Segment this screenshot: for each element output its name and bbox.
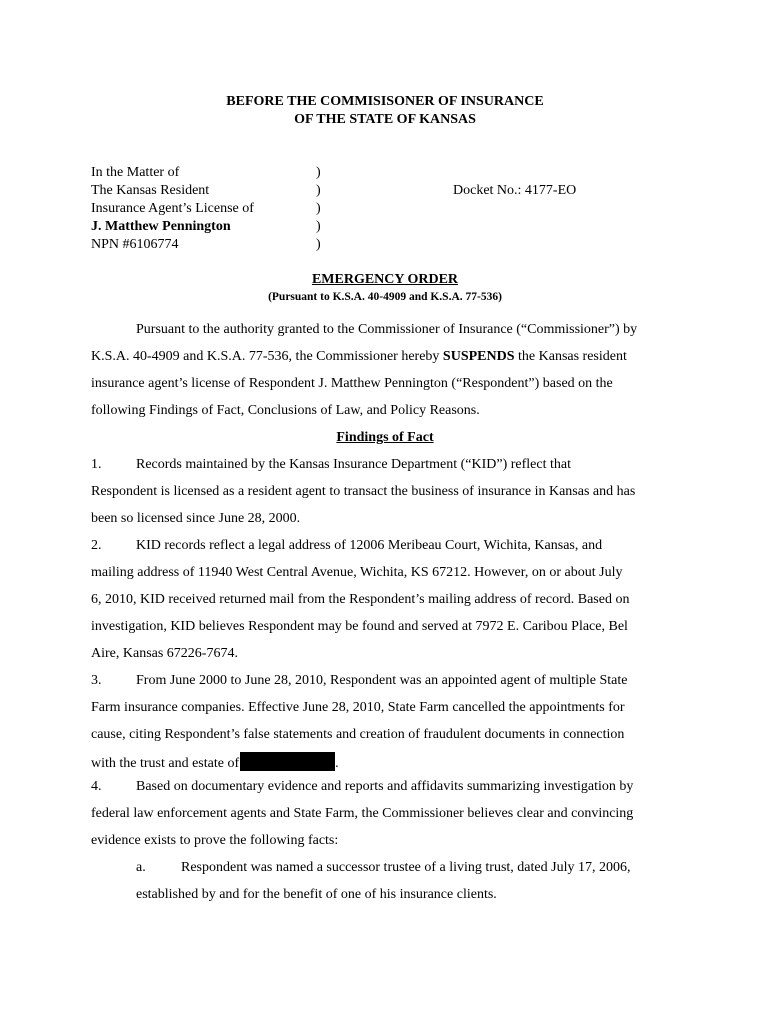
paragraph-number: 1.	[91, 457, 102, 472]
respondent-name: J. Matthew Pennington	[91, 219, 231, 234]
p4-line-3: evidence exists to prove the following facts:	[91, 833, 339, 848]
intro-line-4: following Findings of Fact, Conclusions of Law, and Policy Reasons.	[91, 403, 480, 418]
p4-line-2: federal law enforcement agents and State Farm, the Commissioner believes clear and convincing	[91, 806, 634, 821]
caption-paren: )	[316, 237, 321, 252]
p3-text: with the trust and estate of	[91, 756, 240, 771]
docket-number: Docket No.: 4177-EO	[453, 183, 577, 198]
npn-number: NPN #6106774	[91, 237, 179, 252]
p2-line-2: mailing address of 11940 West Central Avenue, Wichita, KS 67212. However, on or about July	[91, 565, 623, 580]
p2-line-3: 6, 2010, KID received returned mail from the Respondent’s mailing address of record. Based on	[91, 592, 630, 607]
p3-line-1: From June 2000 to June 28, 2010, Respondent was an appointed agent of multiple State	[136, 673, 628, 688]
intro-text: the Kansas resident	[514, 349, 627, 364]
p3-line-4	[91, 752, 339, 772]
intro-line-3: insurance agent’s license of Respondent J. Matthew Pennington (“Respondent”) based on the	[91, 376, 613, 391]
p2-line-4: investigation, KID believes Respondent may be found and served at 7972 E. Caribou Place, Bel	[91, 619, 628, 634]
p1-line-3: been so licensed since June 28, 2000.	[91, 511, 301, 526]
p2-line-5: Aire, Kansas 67226-7674.	[91, 646, 238, 661]
intro-text: K.S.A. 40-4909 and K.S.A. 77-536, the Commissioner hereby	[91, 349, 443, 364]
caption-paren: )	[316, 183, 321, 198]
pa-line-1: Respondent was named a successor trustee of a living trust, dated July 17, 2006,	[181, 860, 631, 875]
p1-line-2: Respondent is licensed as a resident agent to transact the business of insurance in Kansas and has	[91, 484, 636, 499]
caption-line: The Kansas Resident	[91, 183, 210, 198]
caption-line: In the Matter of	[91, 165, 180, 180]
p3-period: .	[335, 756, 339, 771]
subparagraph-letter: a.	[136, 860, 146, 875]
p1-line-1: Records maintained by the Kansas Insurance Department (“KID”) reflect that	[136, 457, 571, 472]
p4-line-1: Based on documentary evidence and reports and affidavits summarizing investigation by	[136, 779, 634, 794]
redaction-box	[240, 752, 335, 771]
order-subtitle: (Pursuant to K.S.A. 40-4909 and K.S.A. 77-536)	[268, 291, 502, 303]
header-line-2: OF THE STATE OF KANSAS	[294, 112, 476, 127]
caption-paren: )	[316, 219, 321, 234]
p3-line-2: Farm insurance companies. Effective June 28, 2010, State Farm cancelled the appointments for	[91, 700, 625, 715]
header-line-1: BEFORE THE COMMISISONER OF INSURANCE	[226, 94, 544, 109]
paragraph-number: 4.	[91, 779, 102, 794]
paragraph-number: 2.	[91, 538, 102, 553]
intro-line-1: Pursuant to the authority granted to the Commissioner of Insurance (“Commissioner”) by	[136, 322, 638, 337]
caption-paren: )	[316, 201, 321, 216]
order-title: EMERGENCY ORDER	[311, 272, 459, 287]
findings-heading: Findings of Fact	[336, 430, 434, 445]
paragraph-number: 3.	[91, 673, 102, 688]
p2-line-1: KID records reflect a legal address of 12006 Meribeau Court, Wichita, Kansas, and	[136, 538, 603, 553]
pa-line-2: established by and for the benefit of one of his insurance clients.	[136, 887, 497, 902]
p3-line-3: cause, citing Respondent’s false statements and creation of fraudulent documents in connection	[91, 727, 625, 742]
intro-line-2	[91, 349, 627, 365]
suspends-keyword: SUSPENDS	[442, 349, 515, 364]
caption-paren: )	[316, 165, 321, 180]
caption-line: Insurance Agent’s License of	[91, 201, 254, 216]
